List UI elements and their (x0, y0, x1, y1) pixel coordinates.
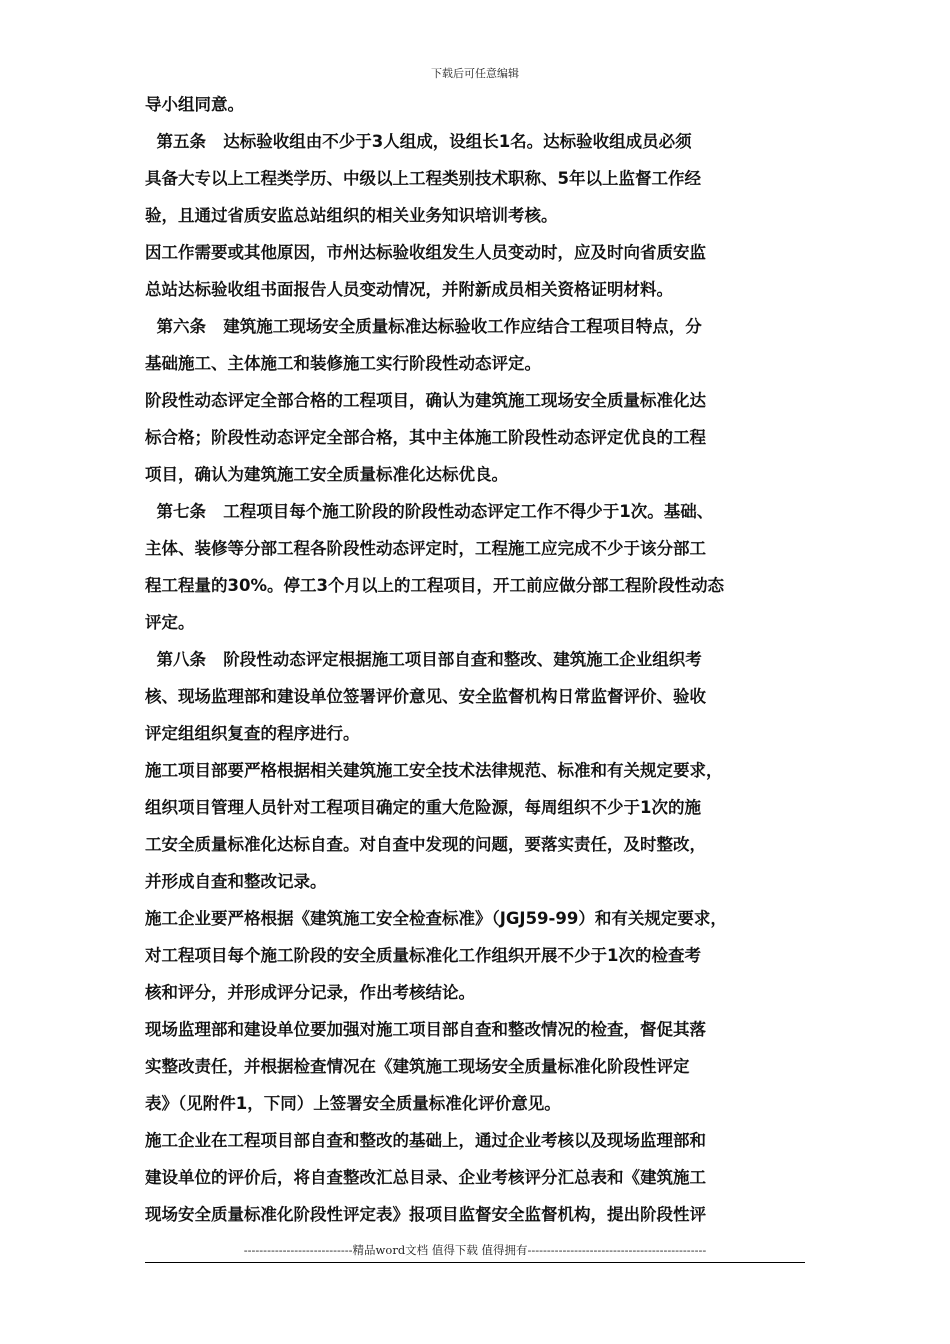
text-line: 工安全质量标准化达标自查。对自查中发现的问题，要落实责任，及时整改， (145, 835, 706, 854)
text-line: 评定组组织复查的程序进行。 (145, 724, 360, 743)
text-line: 阶段性动态评定全部合格的工程项目，确认为建筑施工现场安全质量标准化达 (145, 391, 706, 410)
text-line: 并形成自查和整改记录。 (145, 872, 327, 891)
text-line: 评定。 (145, 613, 195, 632)
text-line: 主体、装修等分部工程各阶段性动态评定时，工程施工应完成不少于该分部工 (145, 539, 706, 558)
text-line: 实整改责任，并根据检查情况在《建筑施工现场安全质量标准化阶段性评定 (145, 1057, 690, 1076)
text-line: 导小组同意。 (145, 95, 244, 114)
page-header: 下载后可任意编辑 (431, 67, 519, 80)
text-line: 核和评分，并形成评分记录，作出考核结论。 (145, 983, 475, 1002)
text-line: 建设单位的评价后，将自查整改汇总目录、企业考核评分汇总表和《建筑施工 (145, 1168, 706, 1187)
text-line: 第五条 达标验收组由不少于3人组成，设组长1名。达标验收组成员必须 (145, 132, 692, 151)
text-line: 施工企业要严格根据《建筑施工安全检查标准》（JGJ59-99）和有关规定要求， (145, 909, 727, 928)
body-text (145, 86, 815, 1233)
text-line: 因工作需要或其他原因，市州达标验收组发生人员变动时，应及时向省质安监 (145, 243, 706, 262)
text-line: 第六条 建筑施工现场安全质量标准达标验收工作应结合工程项目特点，分 (145, 317, 702, 336)
text-line: 具备大专以上工程类学历、中级以上工程类别技术职称、5年以上监督工作经 (145, 169, 701, 188)
text-line: 第七条 工程项目每个施工阶段的阶段性动态评定工作不得少于1次。基础、 (145, 502, 714, 521)
text-line: 组织项目管理人员针对工程项目确定的重大危险源，每周组织不少于1次的施 (145, 798, 701, 817)
text-line: 施工项目部要严格根据相关建筑施工安全技术法律规范、标准和有关规定要求， (145, 761, 723, 780)
text-line: 基础施工、主体施工和装修施工实行阶段性动态评定。 (145, 354, 541, 373)
text-line: 核、现场监理部和建设单位签署评价意见、安全监督机构日常监督评价、验收 (145, 687, 706, 706)
text-line: 程工程量的30%。停工3个月以上的工程项目，开工前应做分部工程阶段性动态 (145, 576, 724, 595)
text-line: 对工程项目每个施工阶段的安全质量标准化工作组织开展不少于1次的检查考 (145, 946, 701, 965)
text-line: 项目，确认为建筑施工安全质量标准化达标优良。 (145, 465, 508, 484)
text-line: 标合格；阶段性动态评定全部合格，其中主体施工阶段性动态评定优良的工程 (145, 428, 706, 447)
text-line: 施工企业在工程项目部自查和整改的基础上，通过企业考核以及现场监理部和 (145, 1131, 706, 1150)
text-line: 验，且通过省质安监总站组织的相关业务知识培训考核。 (145, 206, 558, 225)
page-footer: ----------------------------精品word文档 值得下载 值得拥有---------------------------------------------- (243, 1243, 707, 1257)
text-line: 总站达标验收组书面报告人员变动情况，并附新成员相关资格证明材料。 (145, 280, 673, 299)
footer-divider (145, 1262, 805, 1263)
text-line: 第八条 阶段性动态评定根据施工项目部自查和整改、建筑施工企业组织考 (145, 650, 702, 669)
text-line: 表》（见附件1，下同）上签署安全质量标准化评价意见。 (145, 1094, 561, 1113)
text-line: 现场安全质量标准化阶段性评定表》报项目监督安全监督机构，提出阶段性评 (145, 1205, 706, 1224)
text-line: 现场监理部和建设单位要加强对施工项目部自查和整改情况的检查，督促其落 (145, 1020, 706, 1039)
